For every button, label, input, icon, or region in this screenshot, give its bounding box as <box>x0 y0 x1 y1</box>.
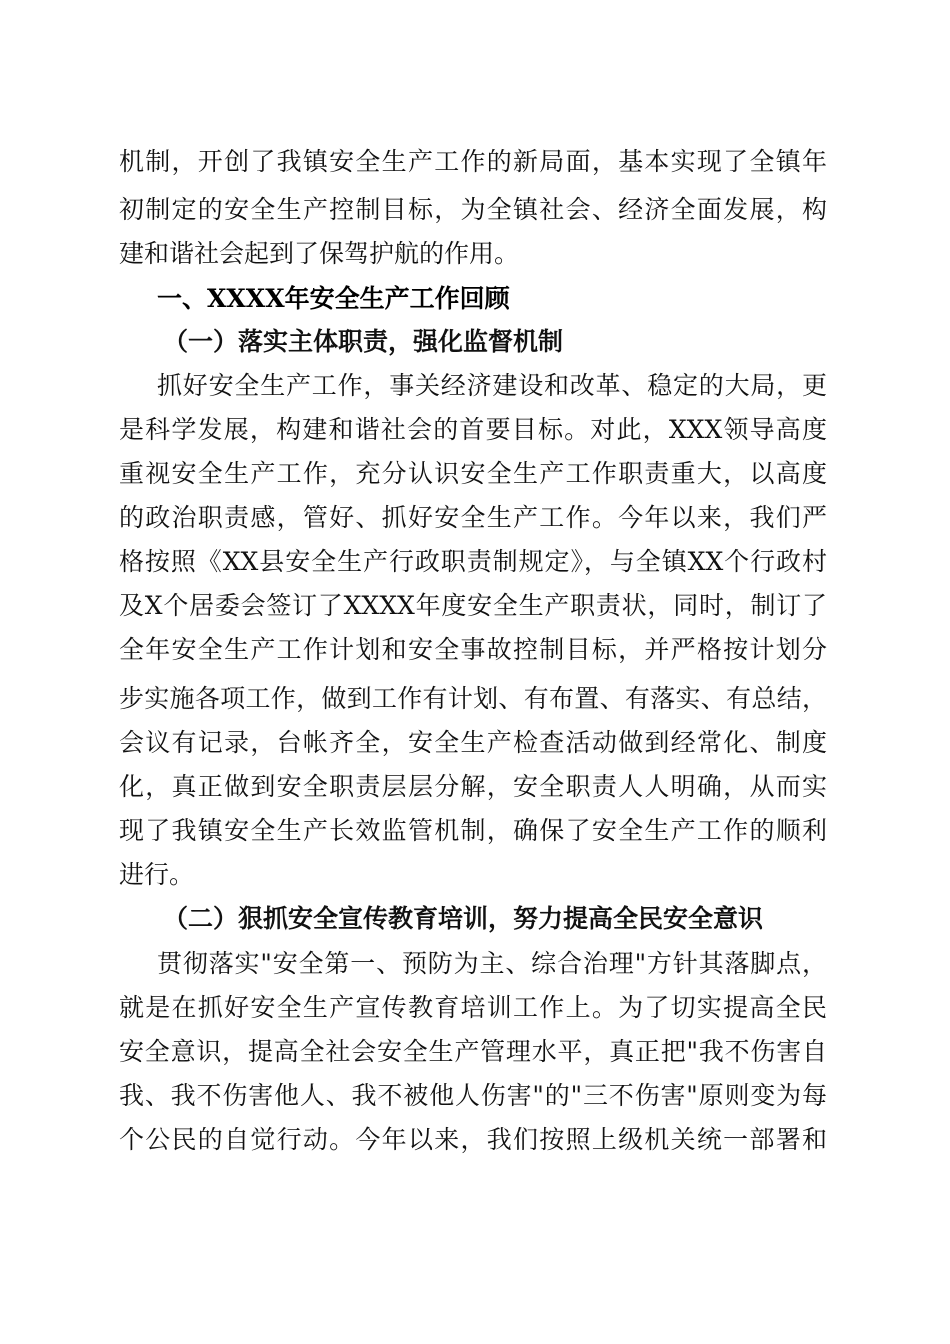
paragraph-line: 化，真正做到安全职责层层分解，安全职责人人明确，从而实 <box>119 772 827 801</box>
subsection-heading-1: （一）落实主体职责，强化监督机制 <box>163 327 564 356</box>
paragraph-line: 贯彻落实"安全第一、预防为主、综合治理"方针其落脚点， <box>157 949 827 978</box>
section-heading: 一、XXXX年安全生产工作回顾 <box>157 284 510 313</box>
intro-line: 初制定的安全生产控制目标，为全镇社会、经济全面发展，构 <box>119 195 827 224</box>
paragraph-line: 个公民的自觉行动。今年以来，我们按照上级机关统一部署和 <box>119 1125 827 1154</box>
paragraph-line: 安全意识，提高全社会安全生产管理水平，真正把"我不伤害自 <box>119 1037 827 1066</box>
paragraph-line: 现了我镇安全生产长效监管机制，确保了安全生产工作的顺利 <box>119 816 827 845</box>
paragraph-line: 步实施各项工作，做到工作有计划、有布置、有落实、有总结， <box>119 684 827 713</box>
intro-line: 建和谐社会起到了保驾护航的作用。 <box>119 239 520 268</box>
paragraph-line: 及X个居委会签订了XXXX年度安全生产职责状，同时，制订了 <box>119 591 827 620</box>
paragraph-line: 我、我不伤害他人、我不被他人伤害"的"三不伤害"原则变为每 <box>119 1081 827 1110</box>
paragraph-line: 就是在抓好安全生产宣传教育培训工作上。为了切实提高全民 <box>119 993 827 1022</box>
paragraph-line: 会议有记录，台帐齐全，安全生产检查活动做到经常化、制度 <box>119 728 827 757</box>
paragraph-line: 全年安全生产工作计划和安全事故控制目标，并严格按计划分 <box>119 635 827 664</box>
paragraph-line: 的政治职责感，管好、抓好安全生产工作。今年以来，我们严 <box>119 503 827 532</box>
paragraph-line: 重视安全生产工作，充分认识安全生产工作职责重大，以高度 <box>119 459 827 488</box>
intro-line: 机制，开创了我镇安全生产工作的新局面，基本实现了全镇年 <box>119 147 827 176</box>
paragraph-line: 抓好安全生产工作，事关经济建设和改革、稳定的大局，更 <box>157 371 827 400</box>
paragraph-line: 格按照《XX县安全生产行政职责制规定》，与全镇XX个行政村 <box>119 547 827 576</box>
paragraph-line: 是科学发展，构建和谐社会的首要目标。对此，XXX领导高度 <box>119 415 827 444</box>
subsection-heading-2: （二）狠抓安全宣传教育培训，努力提高全民安全意识 <box>163 904 764 933</box>
paragraph-line: 进行。 <box>119 860 195 889</box>
